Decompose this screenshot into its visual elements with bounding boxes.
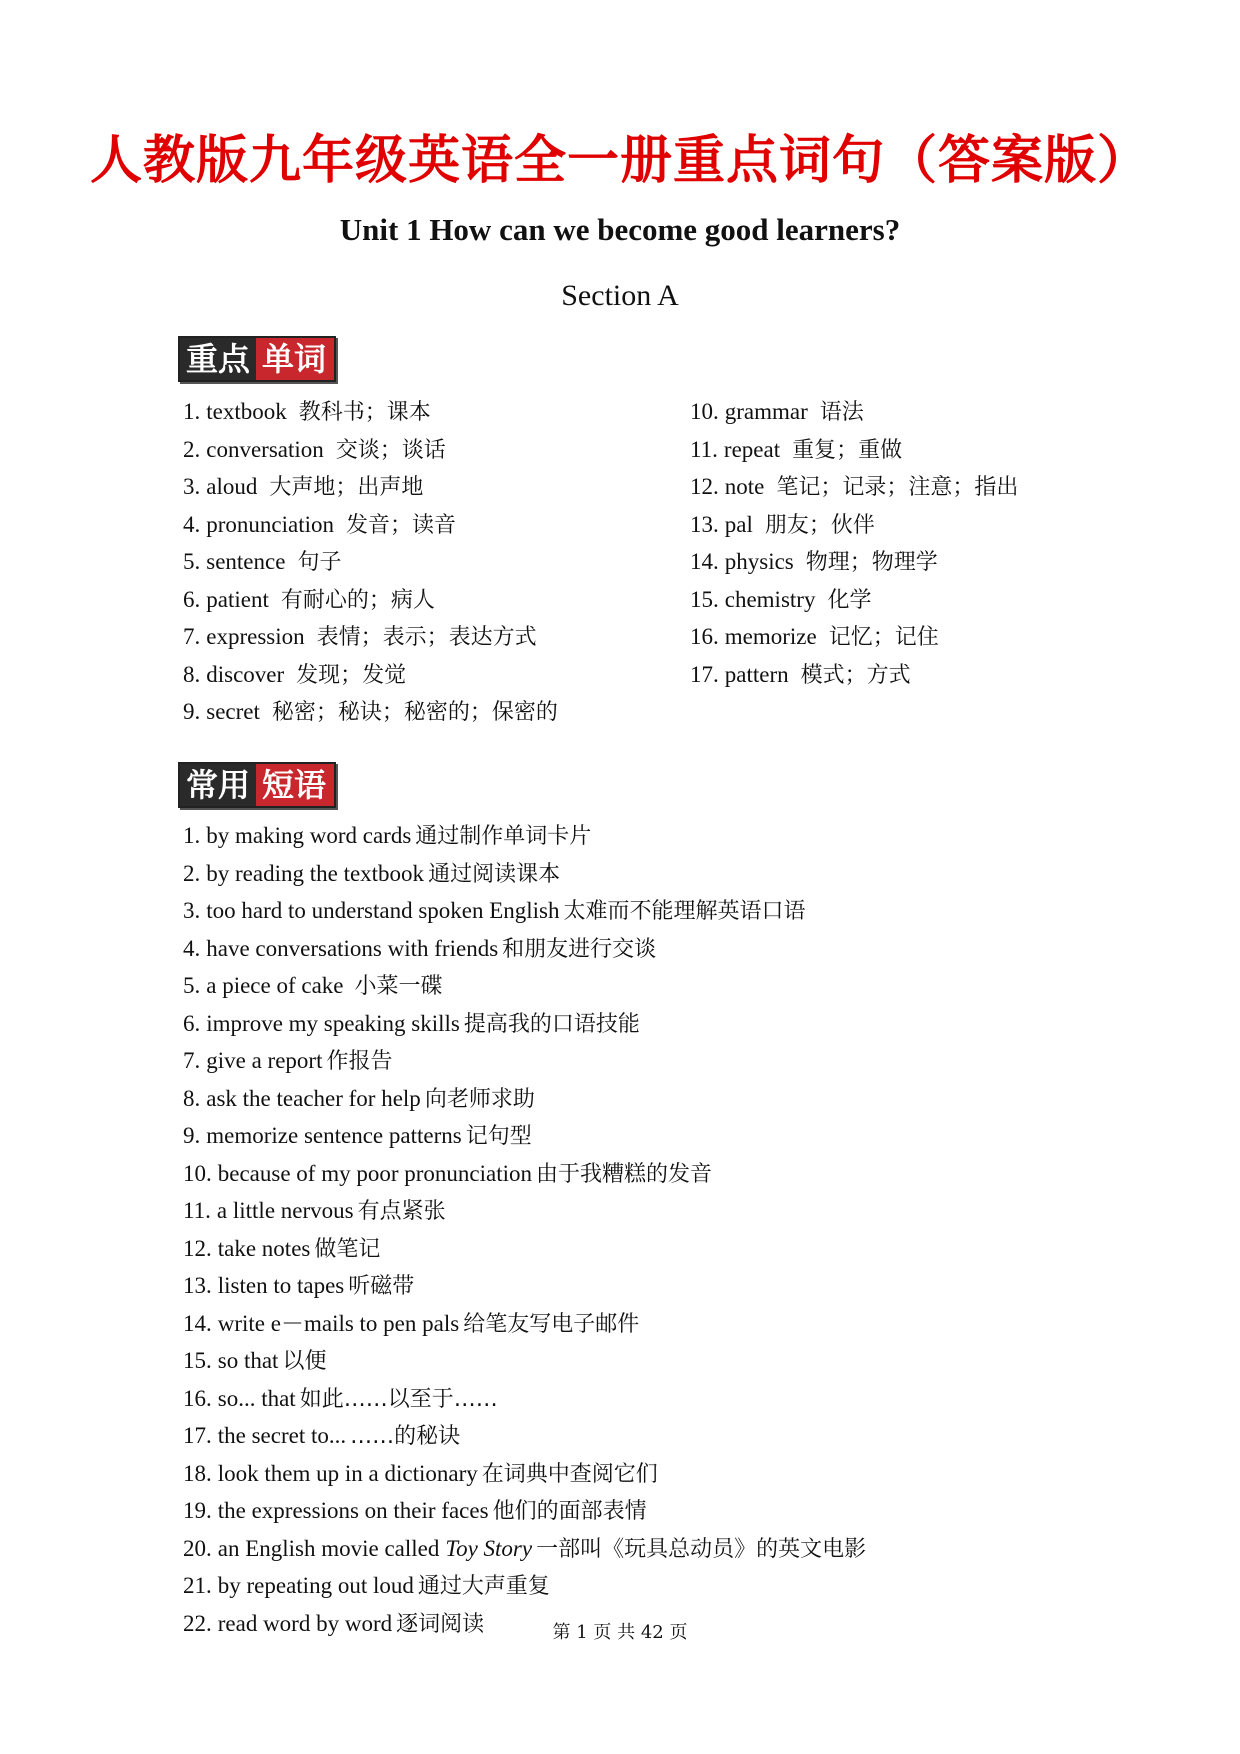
phrase-item-chinese: 做笔记 [314,1236,381,1262]
phrase-item-chinese: 小菜一碟 [347,974,443,999]
phrase-item-chinese: 他们的面部表情 [492,1499,647,1524]
vocab-item-chinese: 大声地；出声地 [269,475,424,500]
phrase-item [183,893,866,931]
phrase-item-english: a little nervous [216,1198,354,1223]
phrase-item-number: 8. [183,1085,201,1111]
phrase-item-number: 21. [183,1573,212,1598]
vocab-item-english: chemistry [724,586,816,612]
vocab-badge [178,336,336,382]
phrase-item-number: 10. [183,1160,212,1186]
vocab-item-number: 5. [183,549,201,574]
phrase-item-chinese: 提高我的口语技能 [463,1011,640,1037]
vocab-item-chinese: 发音；读音 [346,512,457,538]
vocab-item-chinese: 物理；物理学 [805,550,938,575]
vocab-item-number: 2. [183,436,201,462]
vocab-item-chinese: 发现；发觉 [296,662,407,688]
phrase-item-number: 7. [183,1048,201,1073]
vocab-item-english: physics [724,549,794,574]
phrase-item-chinese: ……的秘诀 [350,1424,461,1449]
vocab-item-english: discover [206,661,285,687]
phrase-item-chinese: 由于我糟糕的发音 [536,1161,713,1187]
phrase-item-english: the secret to... [217,1423,347,1448]
vocab-item [690,657,1018,695]
vocab-item-number: 10. [690,399,719,424]
vocab-item-number: 4. [183,511,201,537]
vocab-item-chinese: 记忆；记住 [828,625,939,650]
phrase-item [183,1156,866,1194]
vocab-item-english: conversation [206,436,324,462]
phrase-item-english: read word by word [217,1610,393,1636]
vocab-item-number: 15. [690,586,719,612]
vocab-item-chinese: 语法 [819,400,864,425]
phrase-item-number: 9. [183,1123,201,1148]
phrase-item-number: 11. [183,1198,211,1223]
phrase-item [183,968,866,1006]
vocab-item-number: 13. [690,511,719,537]
phrase-item-chinese: 在词典中查阅它们 [481,1461,658,1487]
page-footer: 第 1 页 共 42 页 [552,1622,688,1643]
phrase-item [183,1006,866,1044]
phrase-item [183,1193,866,1231]
vocab-item [183,544,558,582]
phrase-item-english: write e－mails to pen pals [217,1310,460,1336]
phrase-item [183,856,866,894]
vocab-item [183,694,558,732]
phrase-item-english: an English movie called [217,1535,440,1561]
vocab-item-chinese: 笔记；记录；注意；指出 [776,475,1019,500]
phrase-item-chinese: 有点紧张 [357,1199,446,1224]
phrase-item [183,1306,866,1344]
vocab-item-english: pronunciation [206,511,334,537]
phrase-item-chinese: 向老师求助 [424,1086,535,1112]
vocab-item-chinese: 化学 [827,587,872,613]
vocab-item-english: pal [724,511,753,537]
phrase-item-number: 12. [183,1235,212,1261]
phrase-item [183,1568,866,1606]
phrase-item-number: 14. [183,1310,212,1336]
phrase-item-chinese: 通过阅读课本 [428,861,561,887]
phrase-badge [178,762,336,808]
phrase-item [183,1118,866,1156]
unit-title: Unit 1 How can we become good learners? [339,212,901,247]
phrase-item-chinese: 听磁带 [348,1274,415,1299]
vocab-item-number: 14. [690,549,719,574]
vocab-item [183,582,558,620]
phrase-item-chinese: 通过大声重复 [417,1574,550,1599]
vocab-item-english: repeat [723,436,781,462]
vocab-item-chinese: 秘密；秘诀；秘密的；保密的 [271,700,558,725]
vocab-item-chinese: 表情；表示；表达方式 [316,625,537,650]
phrase-item-chinese: 太难而不能理解英语口语 [563,899,806,924]
phrase-item-number: 13. [183,1273,212,1298]
phrase-item-english: memorize sentence patterns [206,1123,462,1148]
vocab-item-english: sentence [206,549,286,574]
vocab-badge-part1: 重点 [180,338,256,380]
vocab-item-english: pattern [724,661,789,687]
vocab-item [183,657,558,695]
phrase-list [183,818,866,1643]
phrase-item-number: 6. [183,1010,201,1036]
phrase-item-english: a piece of cake [206,973,344,998]
phrase-item-number: 4. [183,935,201,961]
phrase-item-chinese: 给笔友写电子邮件 [463,1311,640,1337]
phrase-item [183,1231,866,1269]
phrase-item [183,818,866,856]
vocab-item-number: 8. [183,661,201,687]
vocab-item-chinese: 交谈；谈话 [335,437,446,463]
vocab-item-number: 17. [690,661,719,687]
vocab-item-chinese: 朋友；伙伴 [764,512,875,538]
phrase-item-chinese: 作报告 [326,1049,393,1074]
vocab-item-number: 16. [690,624,719,649]
vocab-list-left [183,394,558,732]
vocab-item-chinese: 教科书；课本 [298,400,431,425]
vocab-item-english: textbook [206,399,287,424]
phrase-item [183,1081,866,1119]
phrase-item-number: 17. [183,1423,212,1448]
vocab-item-english: grammar [724,399,808,424]
vocab-item [690,432,1018,470]
phrase-item-chinese: 记句型 [465,1124,532,1149]
phrase-item-number: 16. [183,1385,212,1411]
phrase-item-english: take notes [217,1235,311,1261]
vocab-item-english: note [724,474,765,499]
phrase-item [183,1381,866,1419]
phrase-badge-part1: 常用 [180,764,256,806]
phrase-item-english: by making word cards [206,823,412,848]
phrase-item-english: look them up in a dictionary [217,1460,478,1486]
vocab-item [183,507,558,545]
page-title: 人教版九年级英语全一册重点词句（答案版） [89,131,1150,191]
phrase-item [183,1418,866,1456]
vocab-item-number: 9. [183,699,201,724]
phrase-item-english: listen to tapes [217,1273,345,1298]
phrase-badge-part2: 短语 [256,764,334,806]
vocab-item [183,432,558,470]
phrase-item-number: 5. [183,973,201,998]
phrase-item [183,1493,866,1531]
vocab-item [690,394,1018,432]
phrase-item-number: 18. [183,1460,212,1486]
phrase-item-english: so... that [217,1385,296,1411]
vocab-item [690,507,1018,545]
phrase-item-english: by repeating out loud [217,1573,414,1598]
phrase-item-english: by reading the textbook [206,860,425,886]
vocab-item-chinese: 句子 [297,550,342,575]
phrase-item-number: 2. [183,860,201,886]
phrase-item-english: the expressions on their faces [217,1498,489,1523]
vocab-list-right [690,394,1018,694]
phrase-item-number: 19. [183,1498,212,1523]
phrase-item-english: so that [217,1348,279,1373]
phrase-item [183,1268,866,1306]
phrase-item-english: have conversations with friends [206,935,499,961]
phrase-item-english: because of my poor pronunciation [217,1160,532,1186]
vocab-item [183,619,558,657]
phrase-item-number: 3. [183,898,201,923]
phrase-item-chinese: 通过制作单词卡片 [415,824,592,849]
phrase-item-chinese: 逐词阅读 [396,1611,485,1637]
vocab-item-chinese: 模式；方式 [800,662,911,688]
phrase-item-chinese: 以便 [282,1349,327,1374]
vocab-item-chinese: 重复；重做 [792,437,903,463]
vocab-item-english: secret [206,699,260,724]
vocab-item-number: 11. [690,436,718,462]
vocab-item-english: patient [206,586,269,612]
phrase-item-english: improve my speaking skills [206,1010,460,1036]
vocab-item [690,469,1018,507]
vocab-item-chinese: 有耐心的；病人 [280,587,435,613]
phrase-item-number: 20. [183,1535,212,1561]
phrase-item-chinese: 如此……以至于…… [299,1386,498,1412]
phrase-item-english: give a report [206,1048,323,1073]
vocab-item-number: 3. [183,474,201,499]
phrase-item [183,1456,866,1494]
phrase-item-english: ask the teacher for help [206,1085,421,1111]
vocab-item [183,394,558,432]
vocab-item [183,469,558,507]
vocab-item-english: memorize [724,624,817,649]
vocab-item-english: expression [206,624,305,649]
phrase-item [183,931,866,969]
phrase-item [183,1343,866,1381]
phrase-item-italic-title: Toy Story [445,1535,533,1561]
phrase-item-chinese: 一部叫《玩具总动员》的英文电影 [536,1536,867,1562]
vocab-item-number: 12. [690,474,719,499]
phrase-item-english: too hard to understand spoken English [206,898,560,923]
section-title: Section A [561,279,679,312]
phrase-item-number: 15. [183,1348,212,1373]
vocab-badge-part2: 单词 [256,338,334,380]
phrase-item-number: 1. [183,823,201,848]
phrase-item [183,1531,866,1569]
phrase-item-chinese: 和朋友进行交谈 [502,936,657,962]
vocab-item [690,544,1018,582]
vocab-item [690,619,1018,657]
vocab-item-number: 6. [183,586,201,612]
phrase-item-number: 22. [183,1610,212,1636]
phrase-item [183,1043,866,1081]
vocab-item-english: aloud [206,474,258,499]
vocab-item [690,582,1018,620]
vocab-item-number: 1. [183,399,201,424]
vocab-item-number: 7. [183,624,201,649]
